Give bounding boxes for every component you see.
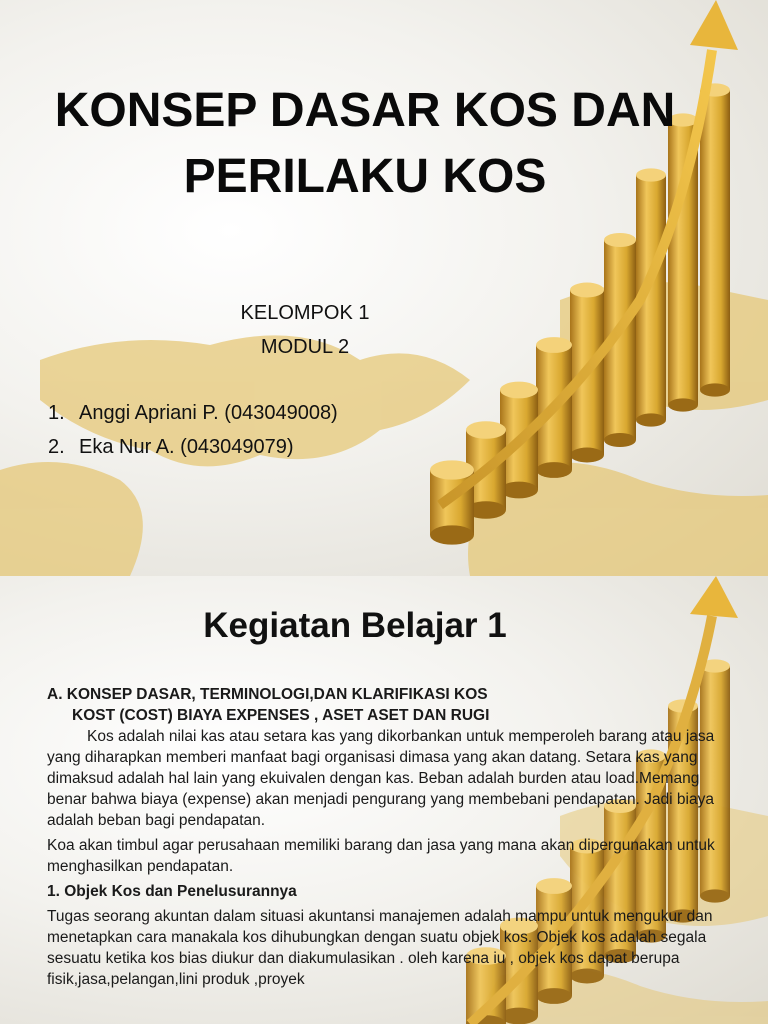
member-list (48, 396, 338, 464)
list-item (48, 430, 338, 464)
list-number: 1. (48, 402, 65, 424)
group-label: KELOMPOK 1 (240, 302, 370, 324)
paragraph: Tugas seorang akuntan dalam situasi akuntansi manajemen adalah mampu untuk mengukur dan menetapkan cara manakala kos dihubungkan dengan suatu objek kos. Objek kos adalah segala sesuatu ketika kos bias diukur dan diakumulasikan . oleh karena iu , objek kos dapat berupa fisik,jasa,pelangan,lini produk ,proyek (47, 908, 713, 988)
list-item (48, 396, 338, 430)
subsection-heading: 1. Objek Kos dan Penelusurannya (47, 883, 297, 900)
module-label: MODUL 2 (260, 336, 350, 358)
title-line-2: PERILAKU KOS (183, 150, 547, 203)
slide-title (40, 78, 690, 210)
paragraph: Koa akan timbul agar perusahaan memiliki barang dan jasa yang mana akan dipergunakan untuk menghasilkan pendapatan. (47, 837, 715, 875)
member-name: Eka Nur A. (043049079) (79, 436, 294, 458)
group-info (190, 296, 420, 364)
content-slide (0, 576, 768, 1024)
section-subheading: KOST (COST) BIAYA EXPENSES , ASET ASET DAN RUGI (72, 707, 490, 724)
list-number: 2. (48, 436, 65, 458)
member-name: Anggi Apriani P. (043049008) (79, 402, 338, 424)
slide-title: Kegiatan Belajar 1 (203, 606, 507, 645)
section-heading: A. KONSEP DASAR, TERMINOLOGI,DAN KLARIFIKASI KOS (47, 686, 488, 703)
paragraph: Kos adalah nilai kas atau setara kas yang dikorbankan untuk memperoleh barang atau jasa yang diharapkan memberi manfaat bagi organisasi dimasa yang akan datang. Setara kas yang dimaksud adalah hal lain yang ekuivalen dengan kas. Beban adalah burden atau load.Memang benar bahwa biaya (expense) akan menjadi pengurang yang membebani pendapatan. Jadi biaya adalah beban bagi pendapatan. (47, 728, 715, 829)
slide-body (47, 684, 727, 990)
gold-bar (700, 83, 730, 396)
title-line-1: KONSEP DASAR KOS DAN (54, 84, 676, 137)
